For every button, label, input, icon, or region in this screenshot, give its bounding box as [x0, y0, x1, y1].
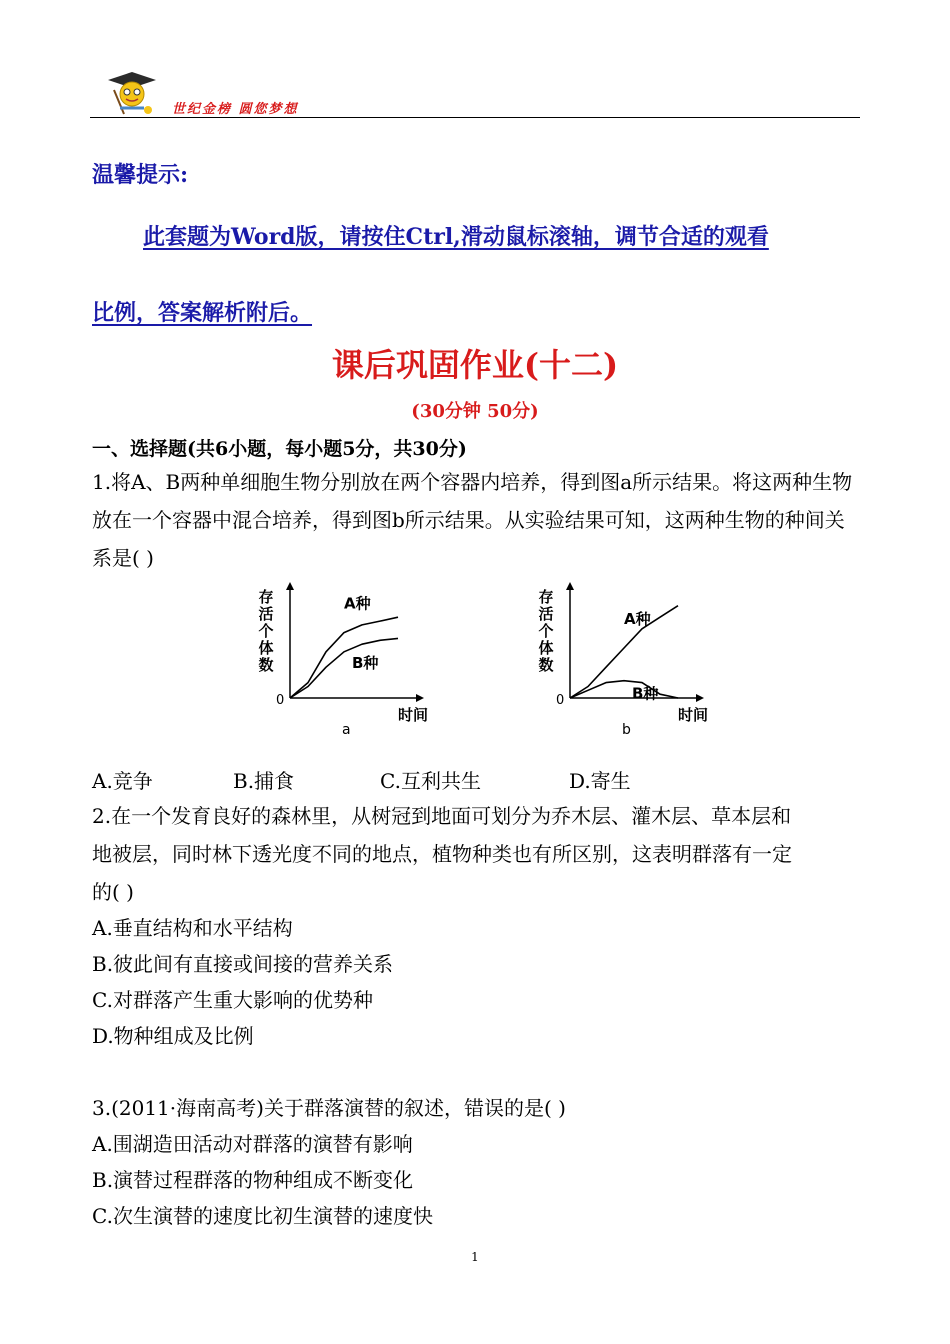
chart-caption: a — [342, 722, 351, 738]
y-axis-label-char: 存 — [538, 588, 554, 606]
header-divider — [90, 117, 860, 118]
question-1-option-d: D.寄生 — [569, 769, 631, 793]
y-axis-label-char: 数 — [538, 656, 554, 674]
y-axis-label-char: 活 — [538, 605, 554, 623]
page-title: 课后巩固作业(十二) — [331, 346, 619, 384]
section-heading: 一、选择题(共6小题，每小题5分，共30分) — [92, 438, 467, 460]
header-slogan: 世纪金榜 圆您梦想 — [172, 102, 299, 117]
question-1-option-c: C.互利共生 — [380, 769, 481, 793]
series-label: A种 — [624, 610, 651, 628]
question-3-option-a: A.围湖造田活动对群落的演替有影响 — [92, 1132, 413, 1156]
page-number: 1 — [471, 1250, 479, 1264]
question-2-stem-line-3: 的( ) — [92, 880, 134, 904]
series-label: A种 — [344, 594, 371, 613]
graduate-cartoon-icon — [100, 64, 164, 120]
tip-text-line-1: 此套题为Word版，请按住Ctrl,滑动鼠标滚轴，调节合适的观看 — [143, 224, 769, 250]
chart-caption: b — [622, 722, 631, 738]
y-axis-arrow — [566, 582, 574, 590]
question-3-option-c: C.次生演替的速度比初生演替的速度快 — [92, 1204, 433, 1228]
question-2-option-d: D.物种组成及比例 — [92, 1024, 254, 1048]
series-label: B种 — [352, 654, 379, 673]
y-axis-label-char: 体 — [258, 639, 274, 657]
y-axis-label-char: 个 — [538, 622, 554, 640]
chart-b — [518, 580, 708, 740]
origin-label: 0 — [276, 693, 285, 708]
x-axis-arrow — [416, 694, 424, 702]
tip-title: 温馨提示: — [92, 162, 189, 188]
page-subtitle: (30分钟 50分) — [411, 401, 539, 422]
x-axis-label: 时间 — [678, 706, 708, 724]
question-2-stem-line-1: 2.在一个发育良好的森林里，从树冠到地面可划分为乔木层、灌木层、草本层和 — [92, 804, 792, 828]
y-axis-label-char: 数 — [258, 656, 274, 674]
question-1-option-b: B.捕食 — [233, 769, 295, 793]
question-3-option-b: B.演替过程群落的物种组成不断变化 — [92, 1168, 414, 1192]
series-label: B种 — [632, 684, 659, 703]
x-axis-label: 时间 — [398, 706, 428, 724]
y-axis-label-char: 存 — [258, 588, 274, 606]
series-line-a — [290, 617, 398, 698]
y-axis-label-char: 体 — [538, 639, 554, 657]
question-2-option-c: C.对群落产生重大影响的优势种 — [92, 988, 373, 1012]
question-3-stem: 3.(2011·海南高考)关于群落演替的叙述，错误的是( ) — [92, 1096, 566, 1120]
x-axis-arrow — [696, 694, 704, 702]
question-2-option-b: B.彼此间有直接或间接的营养关系 — [92, 952, 394, 976]
chart-a — [238, 580, 428, 740]
y-axis-arrow — [286, 582, 294, 590]
y-axis-label-char: 个 — [258, 622, 274, 640]
series-line-b — [570, 681, 678, 698]
question-2-stem-line-2: 地被层，同时林下透光度不同的地点，植物种类也有所区别，这表明群落有一定 — [92, 842, 792, 866]
question-2-option-a: A.垂直结构和水平结构 — [92, 916, 293, 940]
tip-text-line-2: 比例，答案解析附后。 — [92, 300, 313, 326]
series-line-b — [290, 638, 398, 698]
origin-label: 0 — [556, 693, 565, 708]
question-1-stem: 1.将A、B两种单细胞生物分别放在两个容器内培养，得到图a所示结果。将这两种生物放在一个容器中混合培养，得到图b所示结果。从实验结果可知，这两种生物的种间关系是( ) — [92, 470, 853, 570]
question-1-option-a: A.竞争 — [92, 769, 153, 793]
y-axis-label-char: 活 — [258, 605, 274, 623]
